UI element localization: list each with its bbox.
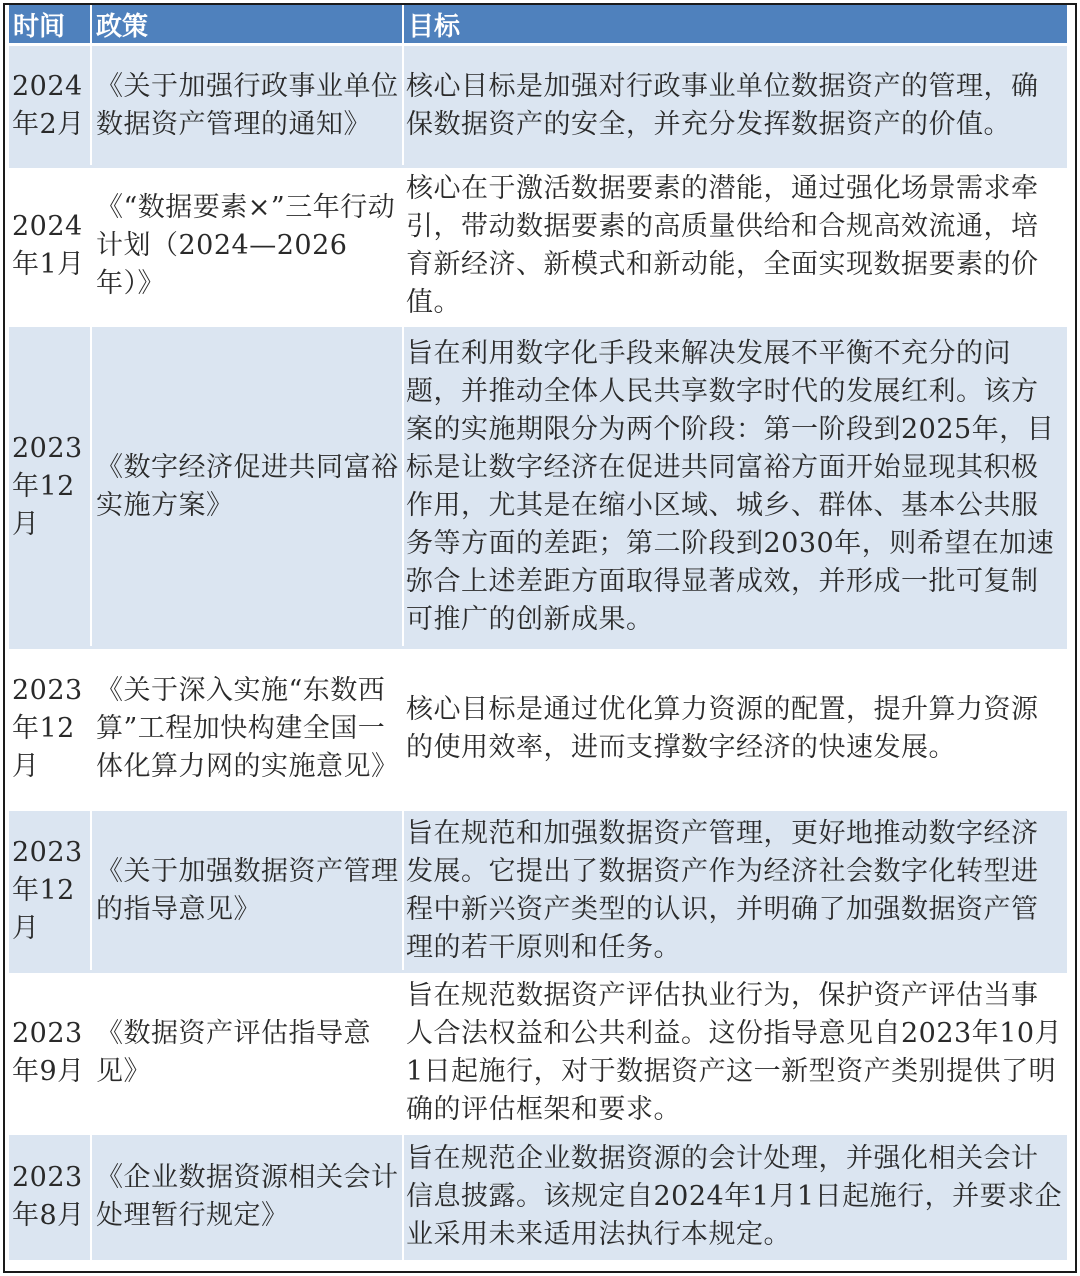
- target-cell: 核心目标是加强对行政事业单位数据资产的管理，确保数据资产的安全，并充分发挥数据资产的价值。: [403, 45, 1067, 167]
- policy-cell: 《数据资产评估指导意见》: [91, 972, 403, 1134]
- header-time: 时间: [9, 5, 91, 45]
- time-cell: 2024年2月: [9, 45, 91, 167]
- time-cell: 2023年12月: [9, 810, 91, 972]
- policy-cell: 《数字经济促进共同富裕实施方案》: [91, 326, 403, 648]
- time-cell: 2023年12月: [9, 326, 91, 648]
- table-row: [9, 1134, 1067, 1260]
- target-cell: 旨在规范企业数据资源的会计处理，并强化相关会计信息披露。该规定自2024年1月1日起施行，并要求企业采用未来适用法执行本规定。: [403, 1134, 1067, 1260]
- time-cell: 2023年9月: [9, 972, 91, 1134]
- table-row: [9, 810, 1067, 972]
- time-cell: 2023年12月: [9, 648, 91, 810]
- table-row: [9, 972, 1067, 1134]
- table-row: [9, 326, 1067, 648]
- table-row: [9, 167, 1067, 326]
- time-cell: 2023年8月: [9, 1134, 91, 1260]
- table-header: [9, 5, 1067, 45]
- table-body: [9, 45, 1067, 1260]
- target-cell: 旨在规范数据资产评估执业行为，保护资产评估当事人合法权益和公共利益。这份指导意见自2023年10月1日起施行，对于数据资产这一新型资产类别提供了明确的评估框架和要求。: [403, 972, 1067, 1134]
- time-cell: 2024年1月: [9, 167, 91, 326]
- policy-cell: 《关于深入实施“东数西算”工程加快构建全国一体化算力网的实施意见》: [91, 648, 403, 810]
- header-policy: 政策: [91, 5, 403, 45]
- policy-cell: 《企业数据资源相关会计处理暂行规定》: [91, 1134, 403, 1260]
- header-target: 目标: [403, 5, 1067, 45]
- policy-table-frame: [3, 3, 1077, 1273]
- policy-cell: 《关于加强行政事业单位数据资产管理的通知》: [91, 45, 403, 167]
- table-row: [9, 45, 1067, 167]
- policy-cell: 《“数据要素×”三年行动计划（2024—2026年）》: [91, 167, 403, 326]
- table-row: [9, 648, 1067, 810]
- target-cell: 旨在规范和加强数据资产管理，更好地推动数字经济发展。它提出了数据资产作为经济社会数字化转型进程中新兴资产类型的认识，并明确了加强数据资产管理的若干原则和任务。: [403, 810, 1067, 972]
- target-cell: 核心目标是通过优化算力资源的配置，提升算力资源的使用效率，进而支撑数字经济的快速发展。: [403, 648, 1067, 810]
- target-cell: 核心在于激活数据要素的潜能，通过强化场景需求牵引，带动数据要素的高质量供给和合规高效流通，培育新经济、新模式和新动能，全面实现数据要素的价值。: [403, 167, 1067, 326]
- policy-cell: 《关于加强数据资产管理的指导意见》: [91, 810, 403, 972]
- target-cell: 旨在利用数字化手段来解决发展不平衡不充分的问题，并推动全体人民共享数字时代的发展红利。该方案的实施期限分为两个阶段：第一阶段到2025年，目标是让数字经济在促进共同富裕方面开始显现其积极作用，尤其是在缩小区域、城乡、群体、基本公共服务等方面的差距；第二阶段到2030年，则希望在加速弥合上述差距方面取得显著成效，并形成一批可复制可推广的创新成果。: [403, 326, 1067, 648]
- policy-table: [9, 5, 1067, 1260]
